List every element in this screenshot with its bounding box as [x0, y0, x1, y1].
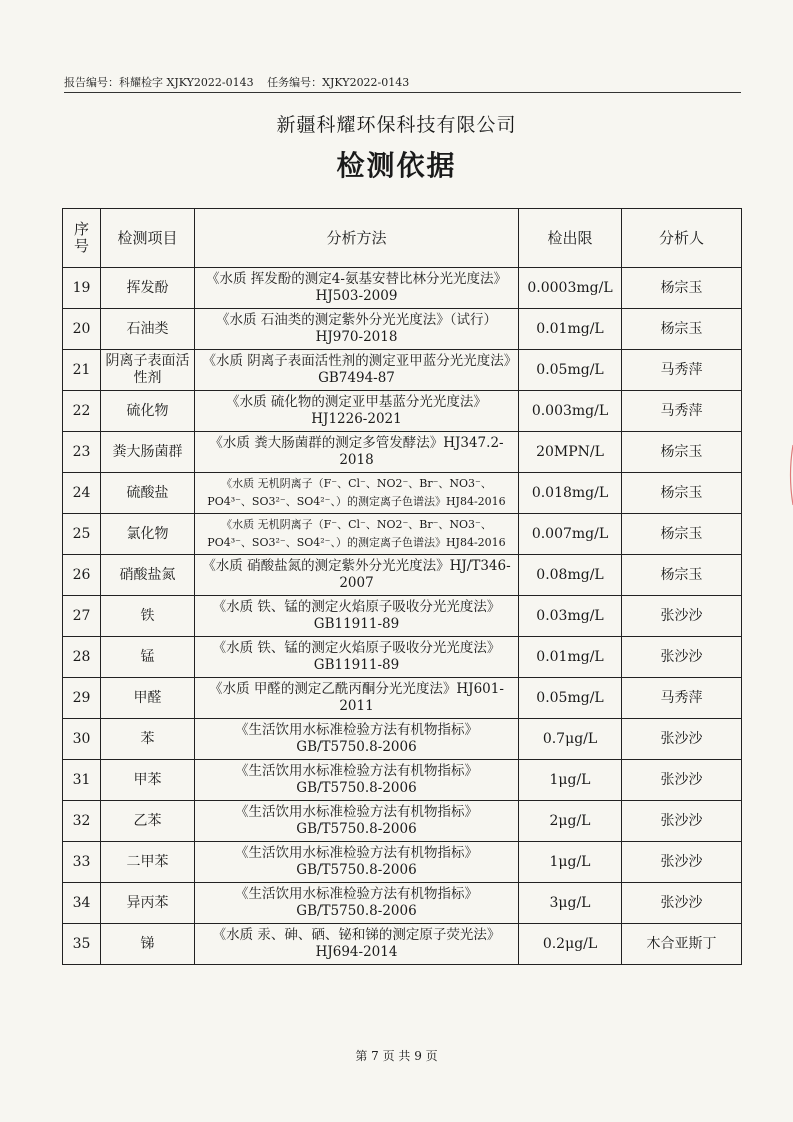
row-method: 《水质 甲醛的测定乙酰丙酮分光光度法》HJ601-2011 [195, 678, 519, 719]
row-item: 挥发酚 [101, 268, 195, 309]
table-row [63, 432, 742, 473]
row-number: 32 [63, 801, 101, 842]
row-method: 《水质 粪大肠菌群的测定多管发酵法》HJ347.2-2018 [195, 432, 519, 473]
row-item: 锑 [101, 924, 195, 965]
table-row [63, 842, 742, 883]
row-analyst: 张沙沙 [622, 719, 742, 760]
table-row [63, 555, 742, 596]
row-item: 甲醛 [101, 678, 195, 719]
row-analyst: 木合亚斯丁 [622, 924, 742, 965]
row-limit: 0.018mg/L [519, 473, 622, 514]
table-row [63, 801, 742, 842]
row-limit: 20MPN/L [519, 432, 622, 473]
row-limit: 1μg/L [519, 760, 622, 801]
table-header-row [63, 209, 742, 268]
table-row [63, 924, 742, 965]
table-row [63, 637, 742, 678]
row-method: 《水质 挥发酚的测定4-氨基安替比林分光光度法》HJ503-2009 [195, 268, 519, 309]
row-number: 27 [63, 596, 101, 637]
table-row [63, 350, 742, 391]
row-number: 25 [63, 514, 101, 555]
header-item: 检测项目 [101, 209, 195, 268]
row-number: 19 [63, 268, 101, 309]
row-item: 乙苯 [101, 801, 195, 842]
row-item: 硫化物 [101, 391, 195, 432]
row-limit: 0.003mg/L [519, 391, 622, 432]
row-method: 《水质 汞、砷、硒、铋和锑的测定原子荧光法》HJ694-2014 [195, 924, 519, 965]
seal-edge-mark [787, 440, 793, 510]
row-limit: 2μg/L [519, 801, 622, 842]
row-number: 34 [63, 883, 101, 924]
header-method: 分析方法 [195, 209, 519, 268]
row-method: 《水质 石油类的测定紫外分光光度法》（试行）HJ970-2018 [195, 309, 519, 350]
row-limit: 0.007mg/L [519, 514, 622, 555]
table-row [63, 760, 742, 801]
row-limit: 0.01mg/L [519, 637, 622, 678]
row-item: 甲苯 [101, 760, 195, 801]
row-analyst: 张沙沙 [622, 637, 742, 678]
header-divider [64, 92, 741, 93]
row-item: 阴离子表面活性剂 [101, 350, 195, 391]
row-number: 35 [63, 924, 101, 965]
row-analyst: 张沙沙 [622, 801, 742, 842]
page-title: 检测依据 [336, 149, 457, 182]
table-row [63, 473, 742, 514]
row-limit: 0.05mg/L [519, 350, 622, 391]
header-limit: 检出限 [519, 209, 622, 268]
row-number: 30 [63, 719, 101, 760]
row-limit: 0.7μg/L [519, 719, 622, 760]
row-method: 《水质 无机阴离子（F⁻、Cl⁻、NO2⁻、Br⁻、NO3⁻、PO4³⁻、SO3²⁻、SO4²⁻、）的测定离子色谱法》HJ84-2016 [195, 514, 519, 555]
row-number: 29 [63, 678, 101, 719]
row-item: 氯化物 [101, 514, 195, 555]
row-analyst: 张沙沙 [622, 883, 742, 924]
row-method: 《生活饮用水标准检验方法有机物指标》GB/T5750.8-2006 [195, 842, 519, 883]
row-method: 《生活饮用水标准检验方法有机物指标》GB/T5750.8-2006 [195, 719, 519, 760]
row-number: 31 [63, 760, 101, 801]
row-number: 22 [63, 391, 101, 432]
row-analyst: 杨宗玉 [622, 432, 742, 473]
row-method: 《生活饮用水标准检验方法有机物指标》GB/T5750.8-2006 [195, 801, 519, 842]
detection-basis-table [62, 208, 742, 965]
row-analyst: 马秀萍 [622, 350, 742, 391]
row-item: 石油类 [101, 309, 195, 350]
row-method: 《生活饮用水标准检验方法有机物指标》GB/T5750.8-2006 [195, 760, 519, 801]
table-row [63, 883, 742, 924]
row-limit: 1μg/L [519, 842, 622, 883]
row-number: 28 [63, 637, 101, 678]
row-number: 33 [63, 842, 101, 883]
row-limit: 0.0003mg/L [519, 268, 622, 309]
row-limit: 3μg/L [519, 883, 622, 924]
table-row [63, 268, 742, 309]
row-number: 23 [63, 432, 101, 473]
row-item: 粪大肠菌群 [101, 432, 195, 473]
report-header [64, 74, 419, 90]
row-limit: 0.08mg/L [519, 555, 622, 596]
row-analyst: 张沙沙 [622, 596, 742, 637]
row-limit: 0.01mg/L [519, 309, 622, 350]
row-analyst: 杨宗玉 [622, 309, 742, 350]
row-item: 二甲苯 [101, 842, 195, 883]
row-limit: 0.05mg/L [519, 678, 622, 719]
row-item: 异丙苯 [101, 883, 195, 924]
table-row [63, 678, 742, 719]
header-analyst: 分析人 [622, 209, 742, 268]
row-analyst: 杨宗玉 [622, 514, 742, 555]
row-number: 21 [63, 350, 101, 391]
row-analyst: 杨宗玉 [622, 268, 742, 309]
row-method: 《水质 无机阴离子（F⁻、Cl⁻、NO2⁻、Br⁻、NO3⁻、PO4³⁻、SO3²⁻、SO4²⁻、）的测定离子色谱法》HJ84-2016 [195, 473, 519, 514]
page-footer: 第 7 页 共 9 页 [355, 1049, 438, 1063]
table-row [63, 514, 742, 555]
row-method: 《水质 铁、锰的测定火焰原子吸收分光光度法》GB11911-89 [195, 637, 519, 678]
row-item: 铁 [101, 596, 195, 637]
row-item: 硝酸盐氮 [101, 555, 195, 596]
row-number: 24 [63, 473, 101, 514]
row-item: 锰 [101, 637, 195, 678]
table-row [63, 391, 742, 432]
row-method: 《水质 阴离子表面活性剂的测定亚甲蓝分光光度法》GB7494-87 [195, 350, 519, 391]
company-name: 新疆科耀环保科技有限公司 [276, 114, 517, 136]
report-number: 报告编号：科耀检字 XJKY2022-0143 [64, 76, 254, 89]
table-row [63, 719, 742, 760]
row-method: 《水质 铁、锰的测定火焰原子吸收分光光度法》GB11911-89 [195, 596, 519, 637]
task-number: 任务编号：XJKY2022-0143 [267, 76, 410, 89]
row-analyst: 张沙沙 [622, 842, 742, 883]
row-item: 苯 [101, 719, 195, 760]
row-method: 《生活饮用水标准检验方法有机物指标》GB/T5750.8-2006 [195, 883, 519, 924]
row-analyst: 杨宗玉 [622, 473, 742, 514]
row-method: 《水质 硝酸盐氮的测定紫外分光光度法》HJ/T346-2007 [195, 555, 519, 596]
row-analyst: 张沙沙 [622, 760, 742, 801]
table-row [63, 309, 742, 350]
row-analyst: 杨宗玉 [622, 555, 742, 596]
row-limit: 0.2μg/L [519, 924, 622, 965]
row-analyst: 马秀萍 [622, 391, 742, 432]
row-limit: 0.03mg/L [519, 596, 622, 637]
row-item: 硫酸盐 [101, 473, 195, 514]
row-analyst: 马秀萍 [622, 678, 742, 719]
header-no: 序号 [63, 209, 101, 268]
row-number: 20 [63, 309, 101, 350]
table-row [63, 596, 742, 637]
row-method: 《水质 硫化物的测定亚甲基蓝分光光度法》HJ1226-2021 [195, 391, 519, 432]
row-number: 26 [63, 555, 101, 596]
